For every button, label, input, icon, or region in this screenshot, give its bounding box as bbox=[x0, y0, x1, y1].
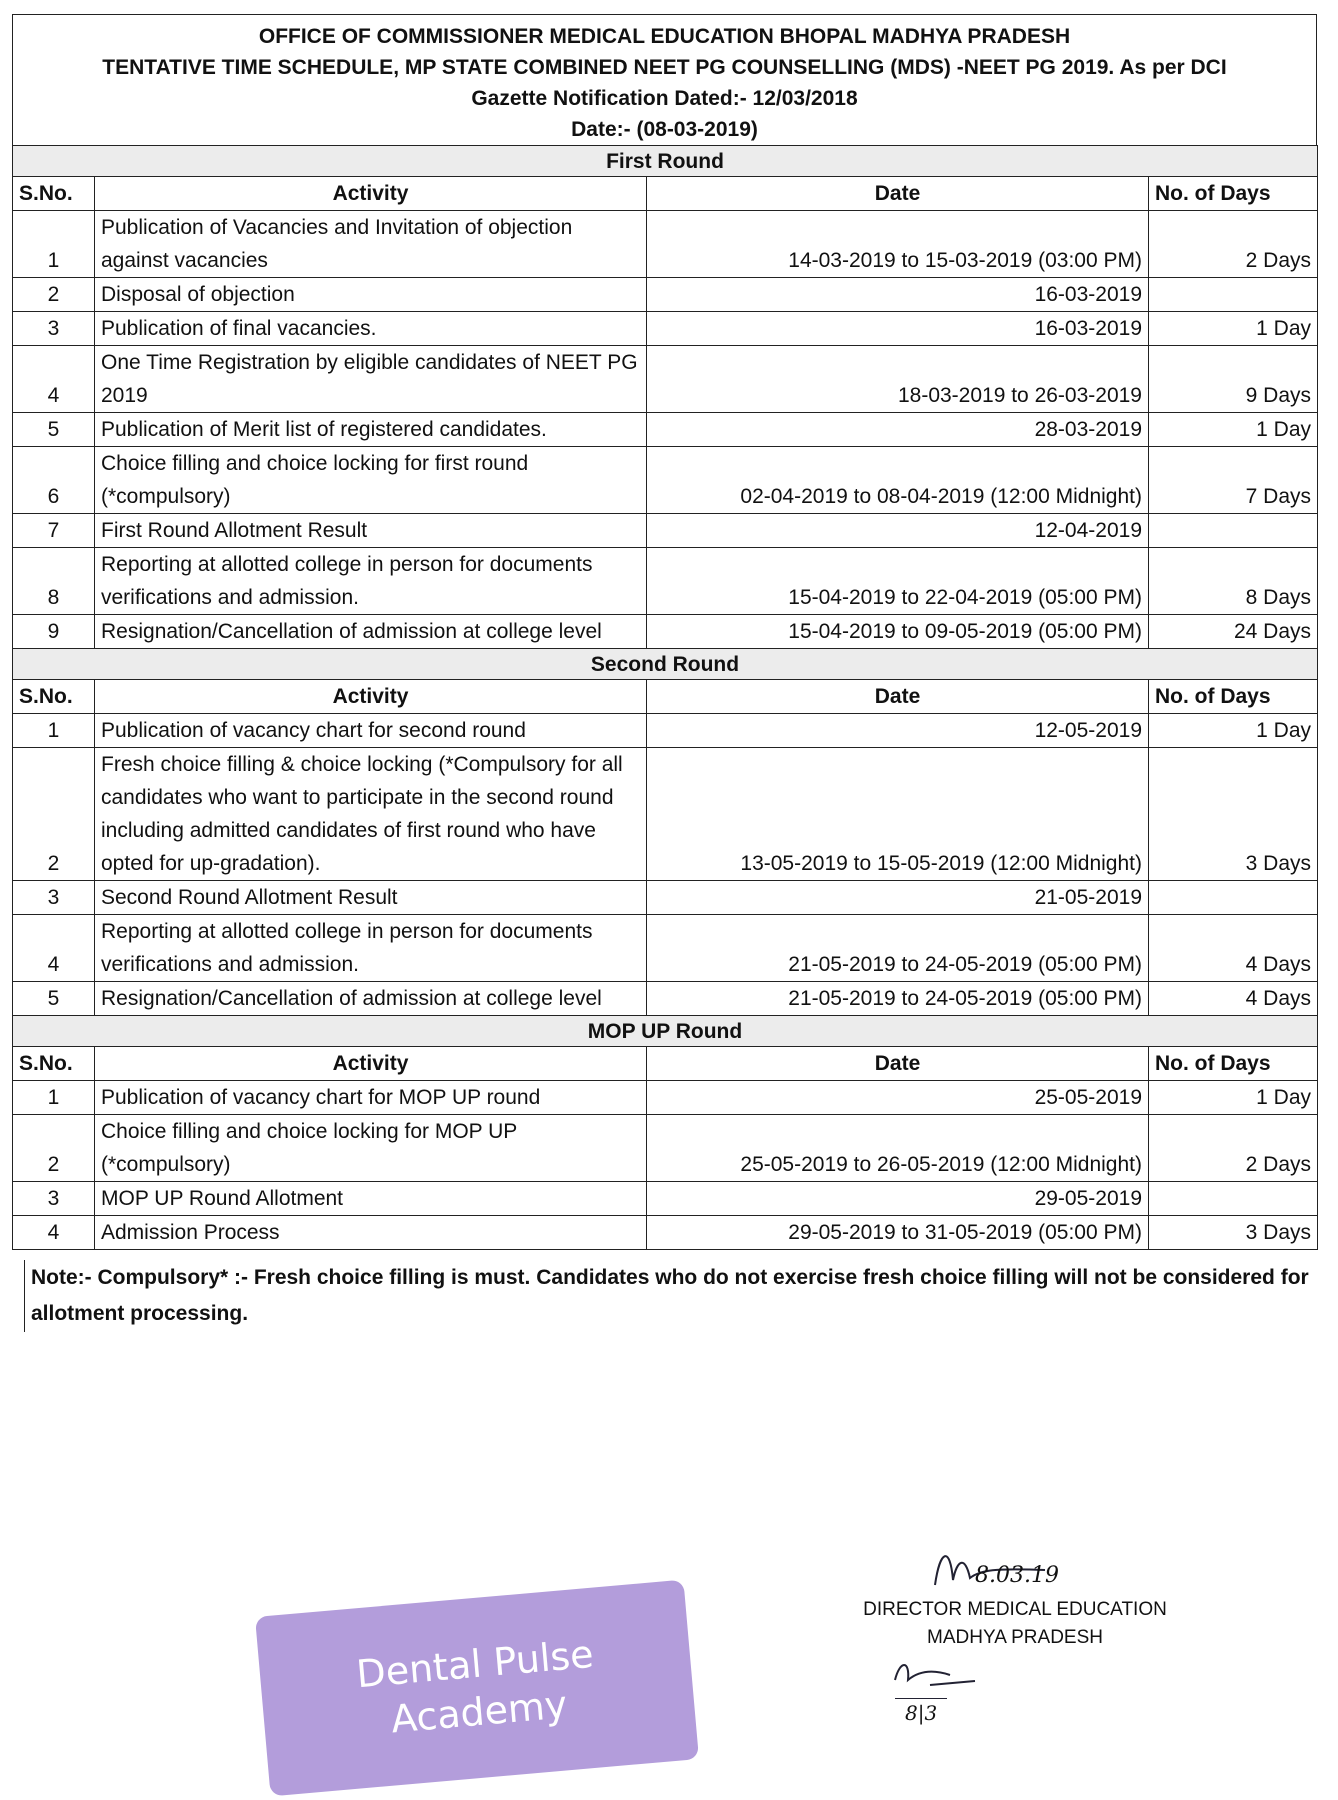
schedule-sheet bbox=[12, 14, 1317, 1332]
row-sno: 2 bbox=[13, 1115, 95, 1182]
row-date: 21-05-2019 to 24-05-2019 (05:00 PM) bbox=[647, 982, 1149, 1016]
table-row bbox=[13, 881, 1318, 915]
table-row bbox=[13, 915, 1318, 982]
row-days: 1 Day bbox=[1149, 1081, 1318, 1115]
row-date: 21-05-2019 bbox=[647, 881, 1149, 915]
signature-block bbox=[835, 1563, 1195, 1725]
column-header-activity: Activity bbox=[95, 680, 647, 714]
row-sno: 7 bbox=[13, 514, 95, 548]
row-activity: Publication of Merit list of registered candidates. bbox=[95, 413, 647, 447]
row-activity: Resignation/Cancellation of admission at college level bbox=[95, 982, 647, 1016]
table-row bbox=[13, 982, 1318, 1016]
row-activity: Resignation/Cancellation of admission at college level bbox=[95, 615, 647, 649]
row-days: 9 Days bbox=[1149, 346, 1318, 413]
watermark-stamp bbox=[255, 1580, 699, 1797]
table-row bbox=[13, 447, 1318, 514]
row-sno: 3 bbox=[13, 1182, 95, 1216]
row-days: 1 Day bbox=[1149, 413, 1318, 447]
table-row bbox=[13, 312, 1318, 346]
round-title: MOP UP Round bbox=[13, 1016, 1318, 1047]
table-row bbox=[13, 514, 1318, 548]
row-date: 21-05-2019 to 24-05-2019 (05:00 PM) bbox=[647, 915, 1149, 982]
row-sno: 3 bbox=[13, 312, 95, 346]
row-activity: One Time Registration by eligible candidates of NEET PG 2019 bbox=[95, 346, 647, 413]
row-days bbox=[1149, 514, 1318, 548]
column-header-days: No. of Days bbox=[1149, 1047, 1318, 1081]
row-date: 13-05-2019 to 15-05-2019 (12:00 Midnight) bbox=[647, 748, 1149, 881]
row-days: 24 Days bbox=[1149, 615, 1318, 649]
row-date: 15-04-2019 to 09-05-2019 (05:00 PM) bbox=[647, 615, 1149, 649]
round-title-row bbox=[13, 146, 1318, 177]
round-title: Second Round bbox=[13, 649, 1318, 680]
round-title-row bbox=[13, 649, 1318, 680]
column-header-days: No. of Days bbox=[1149, 680, 1318, 714]
row-days: 1 Day bbox=[1149, 714, 1318, 748]
row-date: 29-05-2019 bbox=[647, 1182, 1149, 1216]
row-sno: 5 bbox=[13, 413, 95, 447]
round-title-row bbox=[13, 1016, 1318, 1047]
row-days: 4 Days bbox=[1149, 915, 1318, 982]
row-activity: Choice filling and choice locking for MOP UP (*compulsory) bbox=[95, 1115, 647, 1182]
header-title: TENTATIVE TIME SCHEDULE, MP STATE COMBINED NEET PG COUNSELLING (MDS) -NEET PG 2019. As per DCI bbox=[102, 56, 1227, 79]
row-date: 12-05-2019 bbox=[647, 714, 1149, 748]
watermark-line2: Academy bbox=[389, 1682, 569, 1742]
header-date: Date:- (08-03-2019) bbox=[571, 118, 758, 141]
row-activity: First Round Allotment Result bbox=[95, 514, 647, 548]
column-header-date: Date bbox=[647, 177, 1149, 211]
row-activity: Publication of vacancy chart for MOP UP round bbox=[95, 1081, 647, 1115]
row-sno: 8 bbox=[13, 548, 95, 615]
row-date: 25-05-2019 to 26-05-2019 (12:00 Midnight) bbox=[647, 1115, 1149, 1182]
row-date: 16-03-2019 bbox=[647, 278, 1149, 312]
column-header-date: Date bbox=[647, 680, 1149, 714]
table-row bbox=[13, 548, 1318, 615]
row-days bbox=[1149, 278, 1318, 312]
row-days: 7 Days bbox=[1149, 447, 1318, 514]
row-date: 02-04-2019 to 08-04-2019 (12:00 Midnight) bbox=[647, 447, 1149, 514]
row-days bbox=[1149, 881, 1318, 915]
row-activity: Admission Process bbox=[95, 1216, 647, 1250]
row-sno: 4 bbox=[13, 346, 95, 413]
signatory-title: DIRECTOR MEDICAL EDUCATION bbox=[863, 1599, 1167, 1620]
table-row bbox=[13, 413, 1318, 447]
row-activity: Disposal of objection bbox=[95, 278, 647, 312]
row-sno: 9 bbox=[13, 615, 95, 649]
row-sno: 4 bbox=[13, 915, 95, 982]
header-office: OFFICE OF COMMISSIONER MEDICAL EDUCATION BHOPAL MADHYA PRADESH bbox=[258, 25, 1071, 48]
compulsory-note: Note:- Compulsory* :- Fresh choice filling is must. Candidates who do not exercise fresh choice filling will not be considered for allotment processing. bbox=[24, 1260, 1317, 1332]
column-header-sno: S.No. bbox=[13, 1047, 95, 1081]
row-sno: 5 bbox=[13, 982, 95, 1016]
initial-signature-icon bbox=[890, 1655, 980, 1695]
table-row bbox=[13, 1081, 1318, 1115]
row-sno: 1 bbox=[13, 211, 95, 278]
table-row bbox=[13, 278, 1318, 312]
row-sno: 6 bbox=[13, 447, 95, 514]
table-row bbox=[13, 615, 1318, 649]
table-row bbox=[13, 1216, 1318, 1250]
row-activity: Choice filling and choice locking for first round (*compulsory) bbox=[95, 447, 647, 514]
row-date: 29-05-2019 to 31-05-2019 (05:00 PM) bbox=[647, 1216, 1149, 1250]
row-days: 2 Days bbox=[1149, 1115, 1318, 1182]
row-days: 8 Days bbox=[1149, 548, 1318, 615]
row-days: 3 Days bbox=[1149, 1216, 1318, 1250]
row-days bbox=[1149, 1182, 1318, 1216]
row-date: 15-04-2019 to 22-04-2019 (05:00 PM) bbox=[647, 548, 1149, 615]
row-sno: 4 bbox=[13, 1216, 95, 1250]
row-activity: Reporting at allotted college in person for documents verifications and admission. bbox=[95, 548, 647, 615]
schedule-table bbox=[12, 145, 1318, 1250]
row-date: 18-03-2019 to 26-03-2019 bbox=[647, 346, 1149, 413]
row-date: 16-03-2019 bbox=[647, 312, 1149, 346]
row-date: 14-03-2019 to 15-03-2019 (03:00 PM) bbox=[647, 211, 1149, 278]
round-title: First Round bbox=[13, 146, 1318, 177]
row-activity: MOP UP Round Allotment bbox=[95, 1182, 647, 1216]
column-header-row bbox=[13, 177, 1318, 211]
row-sno: 2 bbox=[13, 748, 95, 881]
row-date: 12-04-2019 bbox=[647, 514, 1149, 548]
row-days: 2 Days bbox=[1149, 211, 1318, 278]
initial-date: 8|3 bbox=[895, 1698, 947, 1727]
column-header-days: No. of Days bbox=[1149, 177, 1318, 211]
column-header-activity: Activity bbox=[95, 177, 647, 211]
row-date: 28-03-2019 bbox=[647, 413, 1149, 447]
column-header-sno: S.No. bbox=[13, 177, 95, 211]
row-activity: Publication of vacancy chart for second round bbox=[95, 714, 647, 748]
row-days: 1 Day bbox=[1149, 312, 1318, 346]
table-row bbox=[13, 714, 1318, 748]
row-date: 25-05-2019 bbox=[647, 1081, 1149, 1115]
row-activity: Second Round Allotment Result bbox=[95, 881, 647, 915]
row-days: 3 Days bbox=[1149, 748, 1318, 881]
row-sno: 1 bbox=[13, 1081, 95, 1115]
row-activity: Publication of Vacancies and Invitation of objection against vacancies bbox=[95, 211, 647, 278]
row-activity: Publication of final vacancies. bbox=[95, 312, 647, 346]
row-days: 4 Days bbox=[1149, 982, 1318, 1016]
row-sno: 3 bbox=[13, 881, 95, 915]
row-sno: 2 bbox=[13, 278, 95, 312]
row-activity: Fresh choice filling & choice locking (*Compulsory for all candidates who want to participate in the second round including admitted candidates of first round who have opted for up-gradation). bbox=[95, 748, 647, 881]
column-header-sno: S.No. bbox=[13, 680, 95, 714]
signatory-state: MADHYA PRADESH bbox=[927, 1627, 1103, 1648]
row-activity: Reporting at allotted college in person for documents verifications and admission. bbox=[95, 915, 647, 982]
table-row bbox=[13, 748, 1318, 881]
table-row bbox=[13, 346, 1318, 413]
header-gazette: Gazette Notification Dated:- 12/03/2018 bbox=[471, 87, 858, 110]
column-header-row bbox=[13, 680, 1318, 714]
table-row bbox=[13, 1115, 1318, 1182]
table-row bbox=[13, 1182, 1318, 1216]
signature-date: 8.03.19 bbox=[975, 1563, 1059, 1588]
watermark-line1: Dental Pulse bbox=[354, 1631, 596, 1697]
column-header-date: Date bbox=[647, 1047, 1149, 1081]
column-header-row bbox=[13, 1047, 1318, 1081]
column-header-activity: Activity bbox=[95, 1047, 647, 1081]
document-header bbox=[12, 14, 1317, 145]
table-row bbox=[13, 211, 1318, 278]
row-sno: 1 bbox=[13, 714, 95, 748]
